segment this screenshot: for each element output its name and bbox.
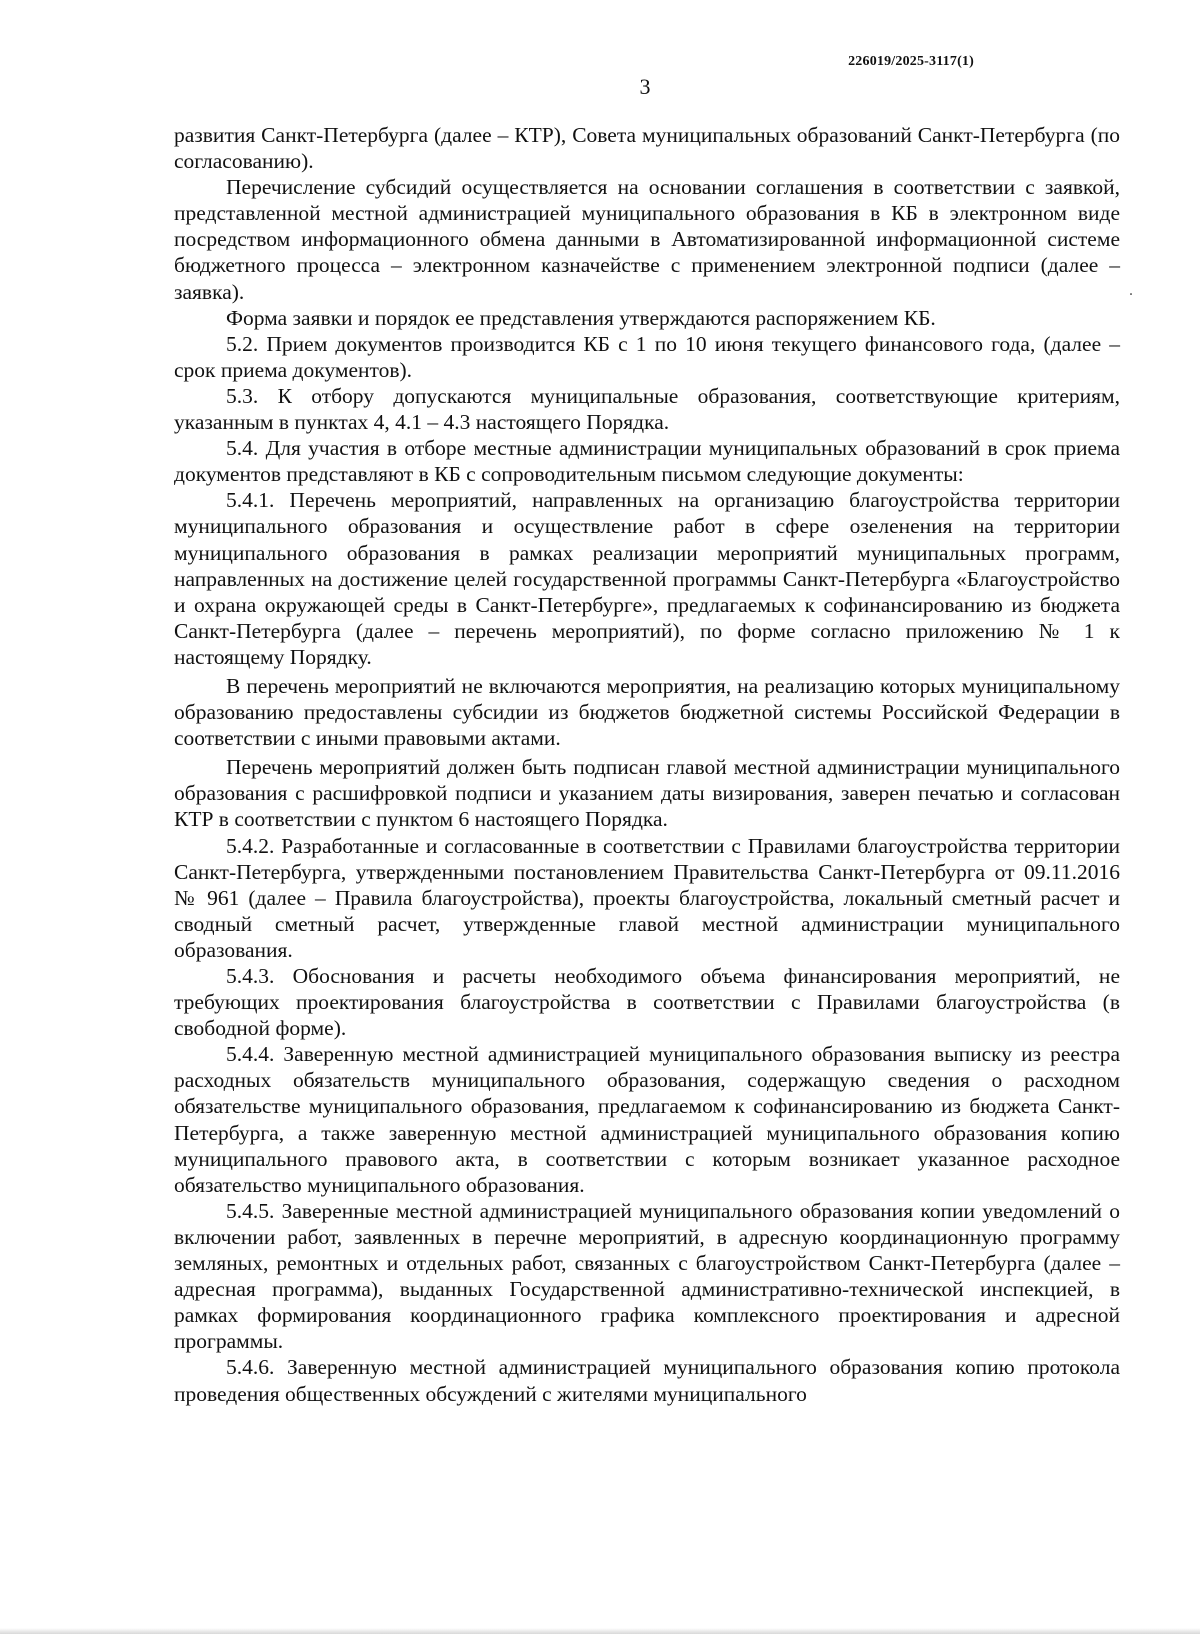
paragraph: 5.2. Прием документов производится КБ с 1 по 10 июня текущего финансового года, (далее – срок приема документов). <box>174 331 1120 382</box>
paragraph: Перечень мероприятий должен быть подписан главой местной администрации муниципального образования с расшифровкой подписи и указанием даты визирования, заверен печатью и согласован КТР в соответствии с пунктом 6 настоящего Порядка. <box>174 755 1120 832</box>
paragraph: 5.4.4. Заверенную местной администрацией муниципального образования выписку из реестра расходных обязательств муниципального образования, содержащую сведения о расходном обязательстве муниципального образования, предлагаемом к софинансированию из бюджета Санкт-Петербурга, а также заверенную местной администрацией муниципального образования копию муниципального правового акта, в соответствии с которым возникает указанное расходное обязательство муниципального образования. <box>174 1042 1120 1197</box>
document-body <box>174 122 1120 1407</box>
paragraph: Форма заявки и порядок ее представления утверждаются распоряжением КБ. <box>226 305 936 330</box>
paragraph: 5.3. К отбору допускаются муниципальные образования, соответствующие критериям, указанным в пунктах 4, 4.1 – 4.3 настоящего Порядка. <box>174 383 1120 435</box>
document-id: 226019/2025-3117(1) <box>848 54 974 69</box>
paragraph: Перечисление субсидий осуществляется на основании соглашения в соответствии с заявкой, представленной местной администрацией муниципального образования в КБ в электронном виде посредством информационного обмена данными в Автоматизированной информационной системе бюджетного процесса – электронном казначействе с применением электронной подписи (далее – заявка). <box>174 175 1120 304</box>
paragraph: 5.4.5. Заверенные местной администрацией муниципального образования копии уведомлений о включении работ, заявленных в перечне мероприятий, в адресную координационную программу земляных, ремонтных и отдельных работ, связанных с благоустройством Санкт-Петербурга (далее – адресная программа), выданных Государственной административно-технической инспекцией, в рамках формирования координационного графика комплексного проектирования и адресной программы. <box>174 1198 1120 1354</box>
scan-artifact-mark: . <box>1129 282 1133 299</box>
paragraph: 5.4.2. Разработанные и согласованные в соответствии с Правилами благоустройства территории Санкт-Петербурга, утвержденными постановлением Правительства Санкт-Петербурга от 09.11.2016 № 961 (далее – Правила благоустройства), проекты благоустройства, локальный сметный расчет и сводный сметный расчет, утвержденные главой местной администрации муниципального образования. <box>174 833 1120 962</box>
paragraph: 5.4. Для участия в отборе местные администрации муниципальных образований в срок приема документов представляют в КБ с сопроводительным письмом следующие документы: <box>174 436 1120 487</box>
paragraph: развития Санкт-Петербурга (далее – КТР), Совета муниципальных образований Санкт-Петербурга (по согласованию). <box>174 123 1120 174</box>
paragraph: 5.4.6. Заверенную местной администрацией муниципального образования копию протокола проведения общественных обсуждений с жителями муниципального <box>174 1355 1120 1406</box>
paragraph: 5.4.3. Обоснования и расчеты необходимого объема финансирования мероприятий, не требующих проектирования благоустройства в соответствии с Правилами благоустройства (в свободной форме). <box>174 964 1120 1041</box>
paragraph: 5.4.1. Перечень мероприятий, направленных на организацию благоустройства территории муниципального образования и осуществление работ в сфере озеленения на территории муниципального образования в рамках реализации мероприятий муниципальных программ, направленных на достижение целей государственной программы Санкт-Петербурга «Благоустройство и охрана окружающей среды в Санкт-Петербурге», предлагаемых к софинансированию из бюджета Санкт-Петербурга (далее – перечень мероприятий), по форме согласно приложению № 1 к настоящему Порядку. <box>174 488 1120 669</box>
scan-bottom-edge <box>0 1628 1200 1634</box>
page-number: 3 <box>639 74 651 99</box>
paragraph: В перечень мероприятий не включаются мероприятия, на реализацию которых муниципальному образованию предоставлены субсидии из бюджетов бюджетной системы Российской Федерации в соответствии с иными правовыми актами. <box>174 673 1120 751</box>
